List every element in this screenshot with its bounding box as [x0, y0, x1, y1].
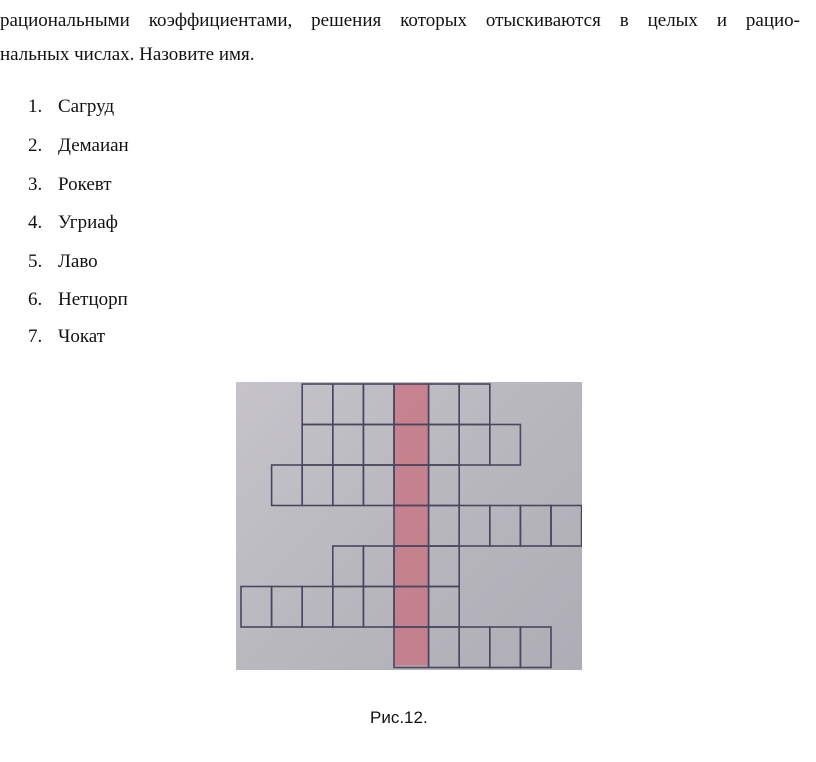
crossword-cell [459, 425, 490, 466]
crossword-cell [272, 587, 303, 628]
crossword-cell [333, 384, 364, 425]
crossword-cell [520, 627, 551, 668]
question-line-2: нальных числах. Назовите имя. [0, 44, 255, 65]
crossword-cell [333, 465, 364, 506]
crossword-figure [236, 382, 582, 670]
crossword-cell [429, 587, 460, 628]
crossword-cell [363, 384, 394, 425]
crossword-cell [459, 506, 490, 547]
list-item: 4. Угриаф [28, 212, 118, 233]
list-item: 5. Лаво [28, 251, 98, 272]
crossword-cell [551, 506, 582, 547]
crossword-cell [429, 425, 460, 466]
list-item: 3. Рокевт [28, 174, 112, 195]
crossword-cell [272, 465, 303, 506]
crossword-cell [490, 627, 521, 668]
question-paragraph [0, 4, 800, 72]
crossword-cell [520, 506, 551, 547]
key-column-highlight [394, 384, 429, 666]
crossword-cell [363, 465, 394, 506]
crossword-cell [333, 546, 364, 587]
crossword-cell [302, 384, 333, 425]
list-item: 1. Сагруд [28, 96, 115, 117]
crossword-cell [302, 465, 333, 506]
crossword-cell [333, 587, 364, 628]
list-item: 2. Демаиан [28, 135, 129, 156]
crossword-grid [236, 382, 582, 670]
crossword-cell [302, 587, 333, 628]
crossword-cell [363, 587, 394, 628]
crossword-cell [490, 425, 521, 466]
list-item: 6. Нетцорп [28, 289, 128, 310]
crossword-cell [459, 384, 490, 425]
crossword-cell [429, 465, 460, 506]
crossword-cell [363, 425, 394, 466]
question-line-1: рациональными коэффициентами, решения которых отыскиваются в целых и рацио- [0, 10, 800, 31]
crossword-cell [429, 384, 460, 425]
crossword-cell [333, 425, 364, 466]
list-item: 7. Чокат [28, 326, 106, 347]
crossword-cell [429, 506, 460, 547]
crossword-cell [241, 587, 272, 628]
crossword-cell [459, 627, 490, 668]
figure-caption: Рис.12. [370, 708, 428, 727]
crossword-cell [302, 425, 333, 466]
crossword-cell [363, 546, 394, 587]
crossword-cell [490, 506, 521, 547]
crossword-cell [429, 627, 460, 668]
crossword-cell [429, 546, 460, 587]
